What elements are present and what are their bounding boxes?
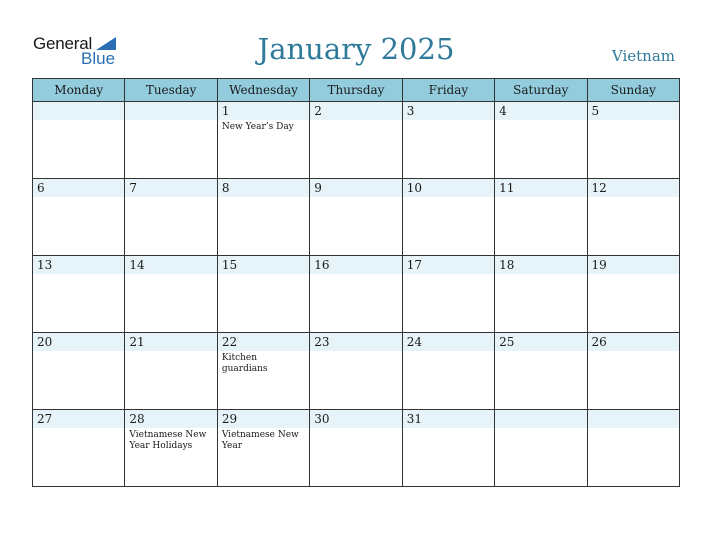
day-number (495, 410, 586, 428)
day-cell (495, 102, 587, 179)
day-number: 18 (495, 256, 586, 274)
day-number: 29 (218, 410, 309, 428)
day-cell (310, 256, 402, 333)
day-cell (217, 410, 309, 487)
day-cell (587, 333, 679, 410)
day-cell (125, 333, 217, 410)
day-cell (33, 333, 125, 410)
day-number: 25 (495, 333, 586, 351)
weekday-header: Sunday (587, 79, 679, 102)
holiday-label (588, 428, 679, 430)
day-number: 21 (125, 333, 216, 351)
week-row (33, 333, 680, 410)
holiday-label (310, 351, 401, 353)
holiday-label (403, 351, 494, 353)
day-cell (217, 179, 309, 256)
weekday-header: Saturday (495, 79, 587, 102)
day-number: 5 (588, 102, 679, 120)
day-number: 7 (125, 179, 216, 197)
day-number (588, 410, 679, 428)
day-number: 1 (218, 102, 309, 120)
holiday-label (125, 197, 216, 199)
day-cell (125, 410, 217, 487)
day-number: 13 (33, 256, 124, 274)
day-cell (587, 102, 679, 179)
day-number: 4 (495, 102, 586, 120)
day-cell (310, 179, 402, 256)
weekday-header: Monday (33, 79, 125, 102)
day-number: 9 (310, 179, 401, 197)
holiday-label (495, 351, 586, 353)
day-cell (33, 102, 125, 179)
weekday-header: Friday (402, 79, 494, 102)
holiday-label (125, 351, 216, 353)
day-cell (495, 333, 587, 410)
day-number: 20 (33, 333, 124, 351)
holiday-label (588, 197, 679, 199)
day-number: 8 (218, 179, 309, 197)
day-cell (125, 179, 217, 256)
holiday-label (33, 351, 124, 353)
day-number: 31 (403, 410, 494, 428)
day-number: 10 (403, 179, 494, 197)
holiday-label (495, 428, 586, 430)
holiday-label (310, 428, 401, 430)
page-title: January 2025 (257, 32, 455, 66)
holiday-label (403, 428, 494, 430)
day-number: 27 (33, 410, 124, 428)
logo-text-blue: Blue (81, 49, 116, 68)
day-cell (33, 179, 125, 256)
logo-text-general: General (33, 34, 93, 53)
day-number: 3 (403, 102, 494, 120)
day-number: 23 (310, 333, 401, 351)
day-cell (217, 102, 309, 179)
holiday-label (403, 120, 494, 122)
holiday-label (218, 197, 309, 199)
holiday-label (403, 197, 494, 199)
day-number (125, 102, 216, 120)
holiday-label (125, 120, 216, 122)
day-cell (33, 410, 125, 487)
day-cell (310, 410, 402, 487)
day-cell (402, 410, 494, 487)
holiday-label (33, 197, 124, 199)
day-cell (125, 256, 217, 333)
day-number: 26 (588, 333, 679, 351)
day-number: 17 (403, 256, 494, 274)
day-cell (217, 256, 309, 333)
holiday-label (495, 197, 586, 199)
day-cell (587, 410, 679, 487)
day-number: 22 (218, 333, 309, 351)
day-number: 11 (495, 179, 586, 197)
week-row (33, 179, 680, 256)
holiday-label (495, 274, 586, 276)
holiday-label: New Year’s Day (221, 122, 294, 132)
holiday-label (588, 120, 679, 122)
day-number: 2 (310, 102, 401, 120)
week-row (33, 102, 680, 179)
calendar-grid (32, 78, 680, 487)
day-number: 15 (218, 256, 309, 274)
day-cell (587, 179, 679, 256)
weekday-header: Tuesday (125, 79, 217, 102)
holiday-label (310, 120, 401, 122)
weekday-header: Thursday (310, 79, 402, 102)
holiday-label (495, 120, 586, 122)
day-cell (402, 102, 494, 179)
holiday-label: Vietnamese New Year (221, 430, 299, 451)
day-cell (495, 256, 587, 333)
weekday-header: Wednesday (217, 79, 309, 102)
day-number: 16 (310, 256, 401, 274)
holiday-label (33, 428, 124, 430)
holiday-label (33, 274, 124, 276)
week-row (33, 410, 680, 487)
holiday-label: Kitchen guardians (221, 353, 268, 374)
day-number: 6 (33, 179, 124, 197)
holiday-label: Vietnamese New Year Holidays (129, 430, 207, 451)
country-label: Vietnam (611, 47, 675, 65)
day-number: 24 (403, 333, 494, 351)
day-cell (402, 256, 494, 333)
holiday-label (588, 351, 679, 353)
day-number: 19 (588, 256, 679, 274)
day-number: 14 (125, 256, 216, 274)
day-cell (125, 102, 217, 179)
day-cell (495, 410, 587, 487)
holiday-label (125, 274, 216, 276)
day-number: 28 (125, 410, 216, 428)
holiday-label (310, 274, 401, 276)
day-number (33, 102, 124, 120)
day-number: 30 (310, 410, 401, 428)
day-cell (402, 179, 494, 256)
day-cell (33, 256, 125, 333)
week-row (33, 256, 680, 333)
day-cell (402, 333, 494, 410)
holiday-label (588, 274, 679, 276)
holiday-label (33, 120, 124, 122)
day-number: 12 (588, 179, 679, 197)
holiday-label (218, 274, 309, 276)
day-cell (587, 256, 679, 333)
holiday-label (310, 197, 401, 199)
day-cell (217, 333, 309, 410)
weekday-header-row (33, 79, 680, 102)
day-cell (310, 102, 402, 179)
day-cell (495, 179, 587, 256)
day-cell (310, 333, 402, 410)
holiday-label (403, 274, 494, 276)
